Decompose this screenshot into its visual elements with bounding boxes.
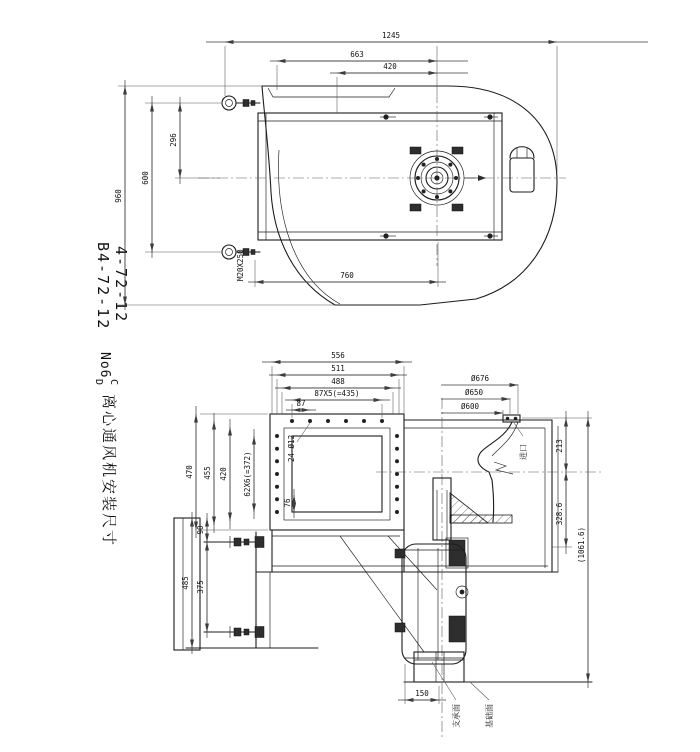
- dim-150: [398, 664, 446, 704]
- flange-bolt-holes: [275, 419, 399, 514]
- dim-485: [181, 512, 192, 654]
- casing-outline: [262, 86, 557, 305]
- fan-size-variant-bottom: D: [93, 379, 104, 386]
- svg-text:Ø650: Ø650: [464, 388, 484, 397]
- svg-text:760: 760: [340, 271, 354, 280]
- svg-text:Ø676: Ø676: [470, 374, 490, 383]
- svg-text:663: 663: [350, 50, 364, 59]
- dim-total-height: [577, 411, 588, 688]
- svg-text:(1061.6): (1061.6): [577, 526, 586, 564]
- anchor-bolt-upper: [204, 536, 264, 548]
- svg-text:Ø600: Ø600: [460, 402, 480, 411]
- svg-text:150: 150: [415, 689, 429, 698]
- svg-text:213: 213: [555, 439, 564, 453]
- svg-text:87: 87: [296, 399, 306, 408]
- svg-text:87X5(=435): 87X5(=435): [314, 389, 360, 398]
- svg-text:470: 470: [185, 465, 194, 479]
- dim-1245: [206, 31, 648, 172]
- dim-760: [248, 242, 446, 287]
- plan-view: [114, 31, 648, 310]
- outlet-flange-mid: [284, 428, 390, 520]
- fan-size-variant-top: C: [108, 379, 119, 386]
- model-number-secondary: B4-72-12: [94, 242, 112, 331]
- dim-296: [169, 97, 220, 184]
- dim-663: [270, 50, 468, 90]
- dim-dia-600: [441, 402, 503, 416]
- svg-text:1245: 1245: [381, 31, 401, 40]
- inlet-callout: 进口: [519, 444, 528, 460]
- support-bracket: [450, 493, 512, 523]
- front-view: [174, 351, 604, 738]
- fan-size-prefix: No6: [97, 352, 112, 379]
- hole-callout: [287, 423, 310, 462]
- svg-text:76: 76: [283, 498, 292, 508]
- svg-text:511: 511: [331, 364, 345, 373]
- foundation-block: [404, 652, 592, 682]
- dim-600: [141, 96, 221, 258]
- inlet-cone: [478, 415, 528, 522]
- svg-text:455: 455: [203, 466, 212, 480]
- svg-text:375: 375: [196, 580, 205, 594]
- svg-text:600: 600: [141, 171, 150, 185]
- bearing-flange: [410, 147, 486, 211]
- callout-foundation-surface: [470, 682, 494, 728]
- dim-328: [552, 472, 572, 554]
- model-number-primary: 4-72-12: [112, 246, 130, 324]
- svg-text:488: 488: [331, 377, 345, 386]
- svg-text:328.6: 328.6: [555, 502, 564, 526]
- dim-455: [203, 413, 214, 533]
- anchor-bolt-lower: [204, 626, 264, 638]
- dim-375: [196, 542, 207, 638]
- dim-87: [286, 399, 316, 410]
- drawing-title: 离心通风机安装尺寸: [100, 394, 118, 548]
- dim-420-front: [219, 419, 230, 529]
- svg-text:420: 420: [219, 467, 228, 481]
- svg-text:支承面: 支承面: [452, 704, 461, 728]
- svg-text:基础面: 基础面: [485, 704, 494, 728]
- svg-text:296: 296: [169, 133, 178, 147]
- svg-text:960: 960: [114, 189, 123, 203]
- dim-bolt-col: [243, 429, 254, 519]
- outlet-opening: [292, 436, 382, 512]
- lifting-eyebolt-top: [222, 96, 260, 110]
- svg-text:556: 556: [331, 351, 345, 360]
- shaft-tip: [478, 175, 486, 181]
- title-block: [93, 242, 130, 547]
- svg-text:485: 485: [181, 576, 190, 590]
- dim-213: [522, 411, 592, 478]
- casing-body: [256, 420, 558, 572]
- dim-960: [114, 80, 335, 310]
- callout-support-surface: [432, 662, 461, 728]
- svg-text:90: 90: [196, 525, 205, 535]
- mounting-frame: [258, 113, 502, 240]
- svg-text:62X6(=372): 62X6(=372): [243, 451, 252, 497]
- svg-text:24-Ø12: 24-Ø12: [287, 434, 296, 462]
- inlet-collar-side: [510, 147, 534, 192]
- eyebolt-spec-label: M20X250: [236, 249, 245, 281]
- outlet-flange-edge: [268, 88, 395, 97]
- scroll-curve: [278, 150, 340, 304]
- svg-text:420: 420: [383, 62, 397, 71]
